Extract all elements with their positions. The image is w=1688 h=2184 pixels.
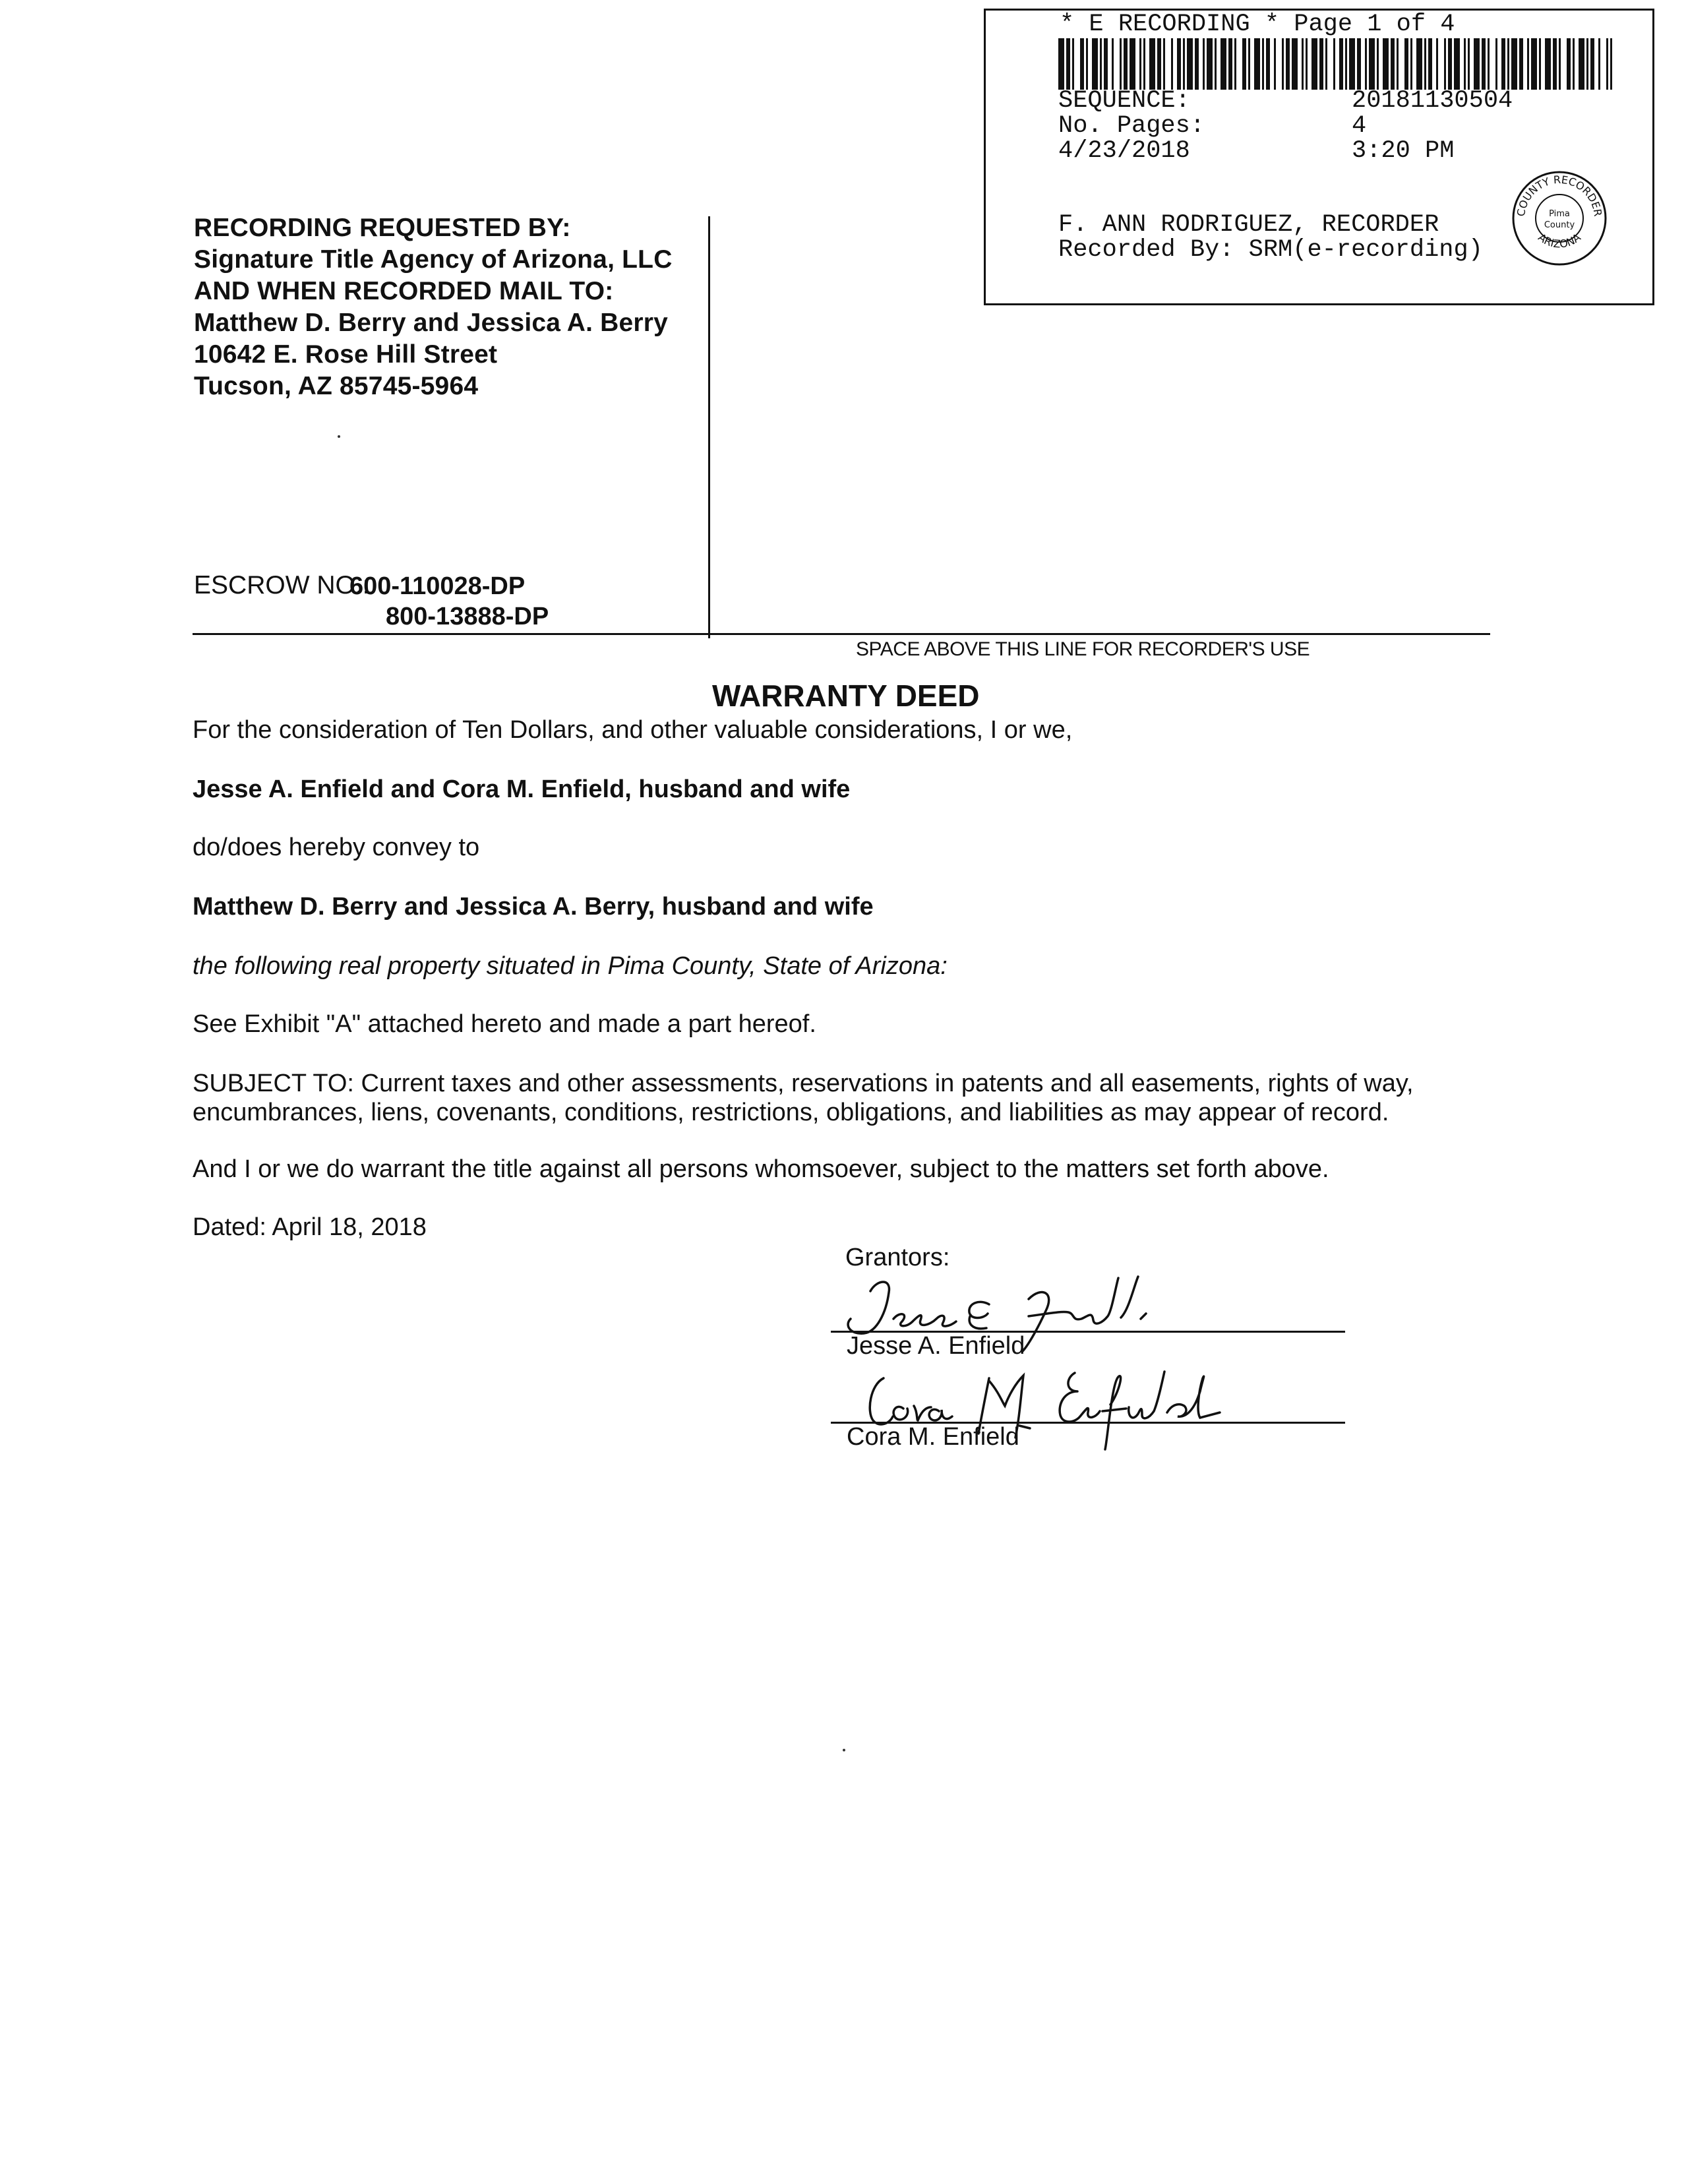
barcode-icon xyxy=(1058,38,1612,90)
barcode-bar xyxy=(1319,38,1323,90)
barcode-bar xyxy=(1143,38,1145,90)
seal-center-line-1: Pima xyxy=(1549,209,1570,219)
barcode-bar xyxy=(1573,38,1575,90)
barcode-bar xyxy=(1157,38,1161,90)
barcode-bar xyxy=(1507,38,1509,90)
barcode-bar xyxy=(1177,38,1181,90)
mail-to-name: Matthew D. Berry and Jessica A. Berry xyxy=(194,309,669,337)
grantees-names: Matthew D. Berry and Jessica A. Berry, husband and wife xyxy=(193,893,874,921)
recorder-space-line xyxy=(193,633,1490,635)
escrow-number-1: 600-110028-DP xyxy=(349,572,526,600)
seal-top-text: COUNTY RECORDER xyxy=(1514,173,1605,218)
barcode-bar xyxy=(1112,38,1114,90)
barcode-bar xyxy=(1559,38,1561,90)
barcode-bar xyxy=(1339,38,1343,90)
barcode-bar xyxy=(1519,38,1523,90)
barcode-bar xyxy=(1404,38,1408,90)
pages-label: No. Pages: xyxy=(1058,112,1205,140)
barcode-bar xyxy=(1183,38,1185,90)
deed-title: WARRANTY DEED xyxy=(712,679,980,713)
barcode-bar xyxy=(1104,38,1108,90)
barcode-bar xyxy=(1606,38,1608,90)
barcode-bar xyxy=(1092,38,1098,90)
recording-block-divider xyxy=(708,216,710,638)
barcode-bar xyxy=(1428,38,1432,90)
barcode-bar xyxy=(1444,38,1446,90)
barcode-bar xyxy=(1171,38,1173,90)
barcode-bar xyxy=(1377,38,1379,90)
barcode-bar xyxy=(1325,38,1327,90)
exhibit-reference: See Exhibit "A" attached hereto and made a part hereof. xyxy=(193,1010,816,1038)
mail-to-label: AND WHEN RECORDED MAIL TO: xyxy=(194,277,614,305)
barcode-bar xyxy=(1262,38,1264,90)
barcode-bar xyxy=(1139,38,1141,90)
barcode-bar xyxy=(1365,38,1367,90)
barcode-bar xyxy=(1410,38,1412,90)
barcode-bar xyxy=(1100,38,1102,90)
signer-1-name: Jesse A. Enfield xyxy=(847,1332,1025,1360)
barcode-bar xyxy=(1149,38,1155,90)
barcode-bar xyxy=(1345,38,1347,90)
barcode-bar xyxy=(1448,38,1452,90)
pages-value: 4 xyxy=(1352,112,1367,140)
barcode-bar xyxy=(1066,38,1070,90)
barcode-bar xyxy=(1539,38,1541,90)
barcode-bar xyxy=(1474,38,1480,90)
barcode-bar xyxy=(1292,38,1298,90)
barcode-bar xyxy=(1357,38,1361,90)
barcode-bar xyxy=(1545,38,1551,90)
barcode-bar xyxy=(1553,38,1557,90)
barcode-bar xyxy=(1579,38,1584,90)
barcode-bar xyxy=(1610,38,1612,90)
recorder-name: F. ANN RODRIGUEZ, RECORDER xyxy=(1058,211,1439,239)
stamp-header: * E RECORDING * Page 1 of 4 xyxy=(1060,11,1455,38)
agency-name: Signature Title Agency of Arizona, LLC xyxy=(194,245,673,274)
barcode-bar xyxy=(1436,38,1438,90)
barcode-bar xyxy=(1424,38,1426,90)
seal-bottom-text: ARIZONA xyxy=(1536,231,1583,251)
barcode-bar xyxy=(1072,38,1074,90)
barcode-bar xyxy=(1221,38,1226,90)
barcode-bar xyxy=(1163,38,1165,90)
barcode-bar xyxy=(1228,38,1232,90)
barcode-bar xyxy=(1586,38,1588,90)
recording-time: 3:20 PM xyxy=(1352,137,1455,165)
recorder-space-note: SPACE ABOVE THIS LINE FOR RECORDER'S USE xyxy=(856,638,1310,660)
barcode-bar xyxy=(1567,38,1571,90)
barcode-bar xyxy=(1306,38,1308,90)
barcode-bar xyxy=(1124,38,1128,90)
barcode-bar xyxy=(1187,38,1193,90)
barcode-bar xyxy=(1397,38,1399,90)
barcode-bar xyxy=(1369,38,1375,90)
recorded-by: Recorded By: SRM(e-recording) xyxy=(1058,236,1483,264)
barcode-bar xyxy=(1248,38,1250,90)
barcode-bar xyxy=(1274,38,1276,90)
barcode-bar xyxy=(1482,38,1486,90)
barcode-bar xyxy=(1464,38,1466,90)
barcode-bar xyxy=(1531,38,1537,90)
mail-to-city: Tucson, AZ 85745-5964 xyxy=(194,372,479,400)
barcode-bar xyxy=(1383,38,1389,90)
barcode-bar xyxy=(1454,38,1460,90)
sequence-value: 20181130504 xyxy=(1352,87,1513,115)
dated-text: Dated: April 18, 2018 xyxy=(193,1213,427,1241)
escrow-label: ESCROW NO.: xyxy=(194,571,370,599)
barcode-bar xyxy=(1120,38,1122,90)
escrow-number-2: 800-13888-DP xyxy=(386,603,549,630)
scan-speck xyxy=(843,1749,845,1751)
grantors-label: Grantors: xyxy=(845,1244,950,1271)
barcode-bar xyxy=(1203,38,1205,90)
warrant-text: And I or we do warrant the title against all persons whomsoever, subject to the matters set forth above. xyxy=(193,1155,1329,1183)
barcode-bar xyxy=(1130,38,1135,90)
barcode-bar xyxy=(1391,38,1395,90)
barcode-bar xyxy=(1302,38,1304,90)
barcode-bar xyxy=(1058,38,1064,90)
barcode-bar xyxy=(1501,38,1505,90)
barcode-bar xyxy=(1286,38,1290,90)
sequence-label: SEQUENCE: xyxy=(1058,87,1190,115)
barcode-bar xyxy=(1311,38,1317,90)
barcode-bar xyxy=(1242,38,1246,90)
seal-center-line-2: County xyxy=(1544,220,1575,230)
barcode-bar xyxy=(1234,38,1236,90)
county-seal-icon xyxy=(1510,169,1609,268)
consideration-text: For the consideration of Ten Dollars, and other valuable considerations, I or we, xyxy=(193,716,1073,744)
barcode-bar xyxy=(1282,38,1284,90)
barcode-bar xyxy=(1495,38,1497,90)
barcode-bar xyxy=(1416,38,1422,90)
grantors-names: Jesse A. Enfield and Cora M. Enfield, husband and wife xyxy=(193,775,851,803)
convey-text: do/does hereby convey to xyxy=(193,834,480,861)
barcode-bar xyxy=(1598,38,1600,90)
scan-speck xyxy=(338,435,340,438)
barcode-bar xyxy=(1488,38,1490,90)
barcode-bar xyxy=(1527,38,1529,90)
property-intro: the following real property situated in Pima County, State of Arizona: xyxy=(193,952,948,980)
barcode-bar xyxy=(1254,38,1260,90)
mail-to-street: 10642 E. Rose Hill Street xyxy=(194,340,498,369)
barcode-bar xyxy=(1195,38,1199,90)
barcode-bar xyxy=(1349,38,1355,90)
recording-stamp xyxy=(984,9,1654,305)
barcode-bar xyxy=(1511,38,1517,90)
barcode-bar xyxy=(1207,38,1213,90)
subject-to-line-2: encumbrances, liens, covenants, conditions, restrictions, obligations, and liabilities as may appear of record. xyxy=(193,1099,1389,1126)
recording-requested-label: RECORDING REQUESTED BY: xyxy=(194,214,571,242)
recording-date: 4/23/2018 xyxy=(1058,137,1190,165)
barcode-bar xyxy=(1080,38,1084,90)
subject-to-line-1: SUBJECT TO: Current taxes and other assessments, reservations in patents and all easements, rights of way, xyxy=(193,1070,1414,1097)
barcode-bar xyxy=(1086,38,1088,90)
barcode-bar xyxy=(1266,38,1270,90)
barcode-bar xyxy=(1215,38,1217,90)
barcode-bar xyxy=(1333,38,1335,90)
barcode-bar xyxy=(1468,38,1470,90)
signer-2-name: Cora M. Enfield xyxy=(847,1423,1019,1451)
barcode-bar xyxy=(1590,38,1594,90)
